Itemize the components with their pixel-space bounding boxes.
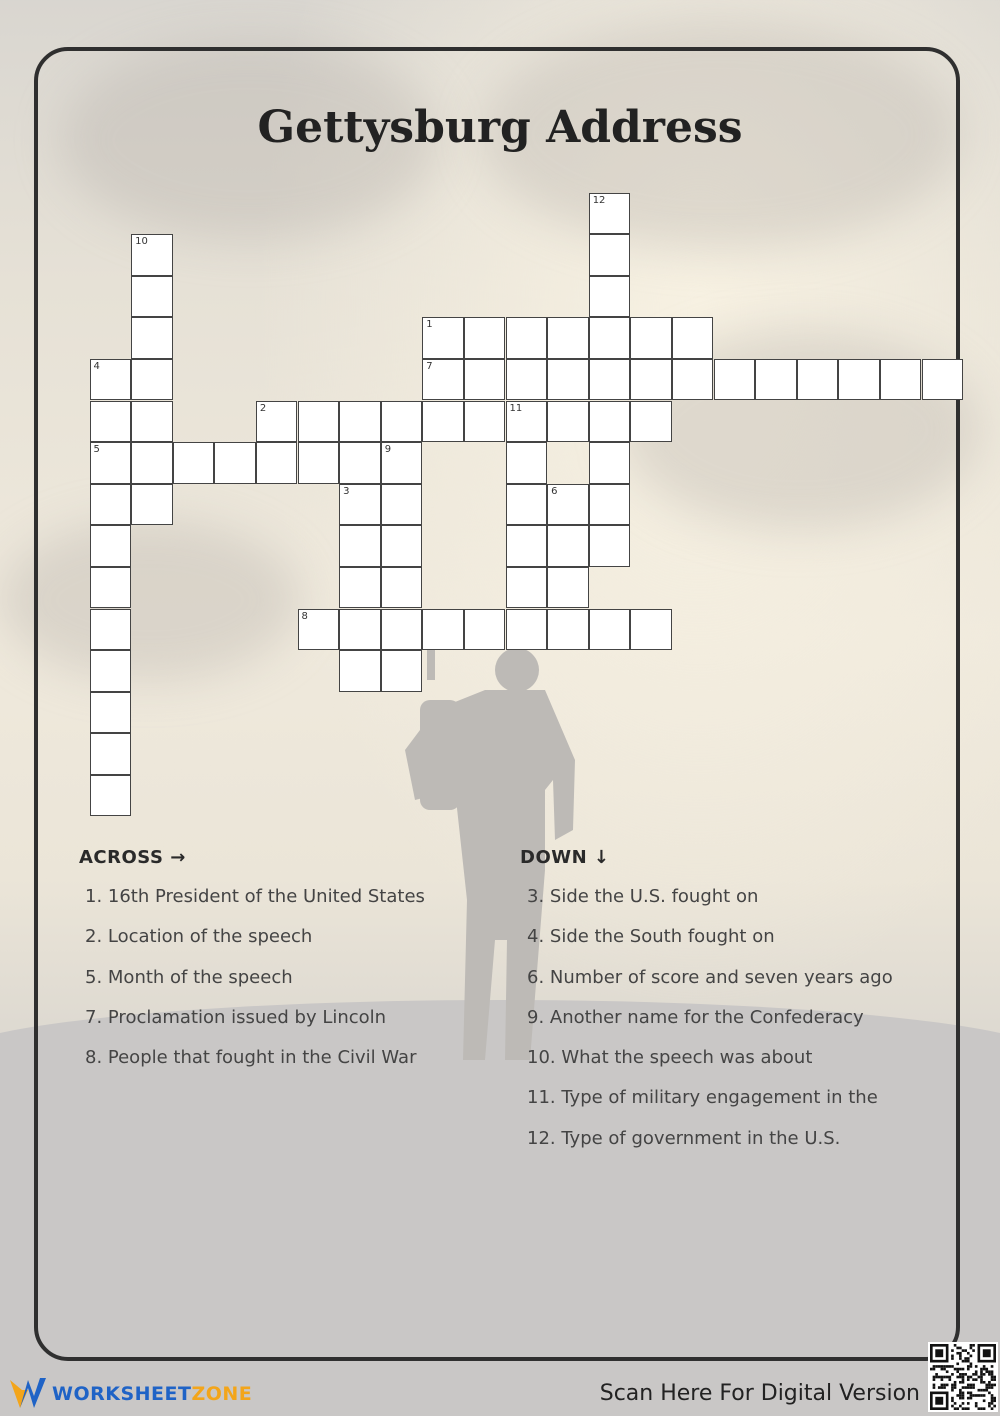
crossword-cell[interactable] [256,442,298,484]
crossword-cell[interactable] [755,359,797,401]
crossword-cell[interactable] [131,317,173,359]
clue-number: 12 [592,194,606,206]
crossword-cell[interactable] [90,359,132,401]
down-clue: 4. Side the South fought on [527,926,775,948]
across-clue: 7. Proclamation issued by Lincoln [85,1006,387,1028]
across-clue-list [85,886,425,1087]
down-clue: 6. Number of score and seven years ago [527,966,893,988]
down-clue: 12. Type of government in the U.S. [527,1127,841,1149]
clue-number: 4 [93,360,100,372]
across-heading: ACROSS → [79,847,186,868]
crossword-cell[interactable] [131,442,173,484]
crossword-cell[interactable] [797,359,839,401]
crossword-cell[interactable] [131,234,173,276]
crossword-cell[interactable] [589,525,631,567]
clue-number: 7 [426,360,433,372]
crossword-cell[interactable] [381,484,423,526]
clue-number: 9 [384,444,392,456]
crossword-cell[interactable] [547,317,589,359]
crossword-cell[interactable] [464,401,506,443]
clue-number: 5 [93,444,100,456]
down-clue: 10. What the speech was about [527,1047,813,1069]
crossword-cell[interactable] [464,317,506,359]
scan-digital-version-text: Scan Here For Digital Version [599,1381,920,1406]
crossword-cell[interactable] [381,567,423,609]
crossword-cell[interactable] [90,401,132,443]
crossword-cell[interactable] [589,193,631,235]
crossword-cell[interactable] [339,650,381,692]
crossword-cell[interactable] [630,401,672,443]
crossword-cell[interactable] [131,484,173,526]
crossword-cell[interactable] [381,401,423,443]
crossword-cell[interactable] [422,359,464,401]
down-clue-list [527,886,893,1168]
logo-w-icon [8,1376,48,1412]
down-heading: DOWN ↓ [520,847,610,868]
crossword-cell[interactable] [422,609,464,651]
clue-number: 2 [259,402,267,414]
crossword-cell[interactable] [589,484,631,526]
crossword-cell[interactable] [838,359,880,401]
crossword-cell[interactable] [630,609,672,651]
crossword-cell[interactable] [131,401,173,443]
clue-number: 11 [509,402,523,414]
crossword-cell[interactable] [131,359,173,401]
crossword-cell[interactable] [90,692,132,734]
crossword-cell[interactable] [714,359,756,401]
logo-text-worksheet: WORKSHEET [52,1383,192,1405]
crossword-cell[interactable] [90,567,132,609]
crossword-cell[interactable] [90,484,132,526]
crossword-cell[interactable] [90,609,132,651]
crossword-cell[interactable] [90,525,132,567]
crossword-cell[interactable] [506,442,548,484]
crossword-cell[interactable] [547,525,589,567]
crossword-cell[interactable] [672,359,714,401]
crossword-cell[interactable] [298,401,340,443]
crossword-cell[interactable] [298,442,340,484]
crossword-cell[interactable] [547,484,589,526]
down-clue: 3. Side the U.S. fought on [527,886,759,907]
crossword-cell[interactable] [589,609,631,651]
crossword-cell[interactable] [339,442,381,484]
crossword-cell[interactable] [339,609,381,651]
crossword-cell[interactable] [381,609,423,651]
crossword-cell[interactable] [547,401,589,443]
crossword-cell[interactable] [464,609,506,651]
crossword-cell[interactable] [339,484,381,526]
crossword-cell[interactable] [672,317,714,359]
crossword-cell[interactable] [298,609,340,651]
crossword-cell[interactable] [589,234,631,276]
crossword-cell[interactable] [589,317,631,359]
clue-number: 8 [301,610,308,622]
crossword-cell[interactable] [547,567,589,609]
crossword-cell[interactable] [90,775,132,817]
clue-number: 1 [426,319,433,331]
crossword-cell[interactable] [381,442,423,484]
crossword-cell[interactable] [131,276,173,318]
worksheetzone-logo[interactable] [8,1376,252,1412]
crossword-cell[interactable] [506,401,548,443]
crossword-cell[interactable] [589,401,631,443]
clue-number: 6 [551,485,558,497]
crossword-cell[interactable] [90,650,132,692]
crossword-cell[interactable] [422,401,464,443]
page-title: Gettysburg Address [257,102,743,153]
crossword-cell[interactable] [422,317,464,359]
crossword-cell[interactable] [630,359,672,401]
crossword-cell[interactable] [506,359,548,401]
down-clue: 11. Type of military engagement in the [527,1087,878,1109]
crossword-cell[interactable] [339,567,381,609]
crossword-cell[interactable] [464,359,506,401]
across-clue: 8. People that fought in the Civil War [85,1047,417,1069]
crossword-cell[interactable] [173,442,215,484]
crossword-cell[interactable] [922,359,964,401]
crossword-cell[interactable] [506,484,548,526]
crossword-cell[interactable] [547,609,589,651]
crossword-cell[interactable] [630,317,672,359]
crossword-cell[interactable] [506,567,548,609]
crossword-cell[interactable] [589,276,631,318]
crossword-cell[interactable] [214,442,256,484]
crossword-cell[interactable] [506,317,548,359]
crossword-cell[interactable] [589,442,631,484]
crossword-cell[interactable] [90,442,132,484]
down-clue: 9. Another name for the Confederacy [527,1006,864,1028]
crossword-cell[interactable] [256,401,298,443]
crossword-cell[interactable] [547,359,589,401]
crossword-cell[interactable] [506,609,548,651]
qr-code-icon[interactable] [928,1342,998,1412]
crossword-cell[interactable] [339,401,381,443]
across-clue: 1. 16th President of the United States [85,886,425,907]
across-clue: 5. Month of the speech [85,966,293,988]
crossword-cell[interactable] [381,525,423,567]
clue-number: 10 [135,236,148,248]
logo-text [52,1383,252,1405]
crossword-cell[interactable] [381,650,423,692]
crossword-cell[interactable] [90,733,132,775]
crossword-cell[interactable] [506,525,548,567]
across-clue: 2. Location of the speech [85,926,313,948]
crossword-cell[interactable] [880,359,922,401]
crossword-cell[interactable] [339,525,381,567]
logo-text-zone: ZONE [191,1383,253,1405]
clue-number: 3 [343,485,350,497]
crossword-cell[interactable] [589,359,631,401]
